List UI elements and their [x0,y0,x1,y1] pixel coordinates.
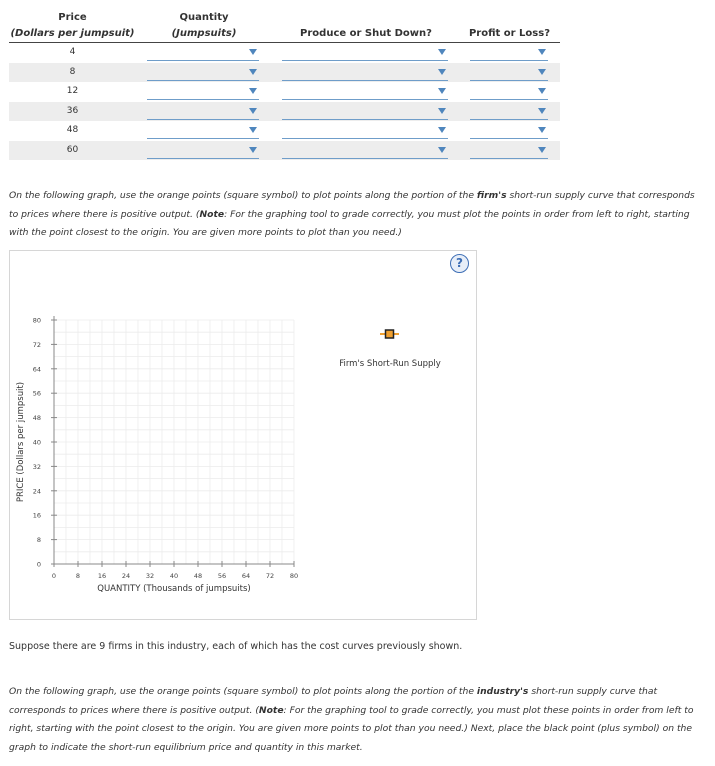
note-label: Note [199,208,225,220]
x-tick-label: 64 [241,572,251,580]
industry-emphasis: industry's [476,686,529,697]
produce-header: Produce or Shut Down? [300,28,432,39]
price-cell: 4 [69,47,76,57]
firms-count-sentence: Suppose there are 9 firms in this industry, each of which has the cost curves previously shown. [9,641,463,652]
y-tick-label: 0 [36,560,41,569]
price-unit-header: (Dollars per jumpsuit) [10,28,135,39]
y-tick-label: 32 [32,462,41,471]
note-label-2: Note [258,704,284,716]
price-cell: 48 [66,125,79,135]
price-cell: 12 [66,86,79,96]
y-tick-label: 64 [32,365,41,374]
y-tick-label: 48 [32,414,41,423]
firm-emphasis: firm's [476,190,507,201]
x-axis-label: QUANTITY (Thousands of jumpsuits) [97,584,251,594]
y-tick-label: 40 [32,438,41,447]
y-tick-label: 24 [32,487,41,496]
help-icon[interactable]: ? [450,254,469,273]
x-tick-label: 24 [121,572,131,580]
firm-supply-tool[interactable] [380,330,399,338]
y-tick-label: 16 [32,511,41,520]
x-tick-label: 0 [51,572,57,580]
y-tick-label: 56 [32,389,41,398]
price-cell: 60 [66,145,79,155]
quantity-unit-header: (Jumpsuits) [171,28,237,39]
y-axis-label: PRICE (Dollars per jumpsuit) [16,381,26,503]
x-tick-label: 40 [169,572,179,580]
profit-header: Profit or Loss? [468,28,551,39]
x-tick-label: 16 [97,572,107,580]
price-cell: 36 [66,106,79,116]
x-tick-label: 8 [75,572,81,580]
y-tick-label: 8 [36,536,41,545]
x-tick-label: 80 [289,572,299,580]
orange-square-point-icon[interactable] [386,330,394,338]
y-tick-label: 72 [32,340,41,349]
x-tick-label: 48 [193,572,203,580]
legend-label: Firm's Short-Run Supply [339,359,441,369]
graph2-instructions: On the following graph, use the orange points (square symbol) to plot points along the portion of the industry's short-run supply curve that corresponds to prices where there is positive output. (Note: For the graphing tool to grade correctly, you must plot these points in order from left to right, starting with the point closest to the origin. You are given more points to plot than you need.) Next, place the black point (plus symbol) on the graph to indicate the short-run equilibrium price and quantity in this market. [9,686,694,753]
x-tick-label: 72 [265,572,275,580]
y-tick-label: 80 [32,316,41,325]
graph1-instructions: On the following graph, use the orange points (square symbol) to plot points along the portion of the firm's short-run supply curve that corresponds to prices where there is positive output. (Note: For the graphing tool to grade correctly, you must plot the points in order from left to right, starting with the point closest to the origin. You are given more points to plot than you need.) [9,190,695,238]
price-cell: 8 [69,67,76,77]
x-tick-label: 32 [145,572,155,580]
price-header: Price [58,12,87,23]
quantity-header: Quantity [179,12,229,23]
x-tick-label: 56 [217,572,227,580]
